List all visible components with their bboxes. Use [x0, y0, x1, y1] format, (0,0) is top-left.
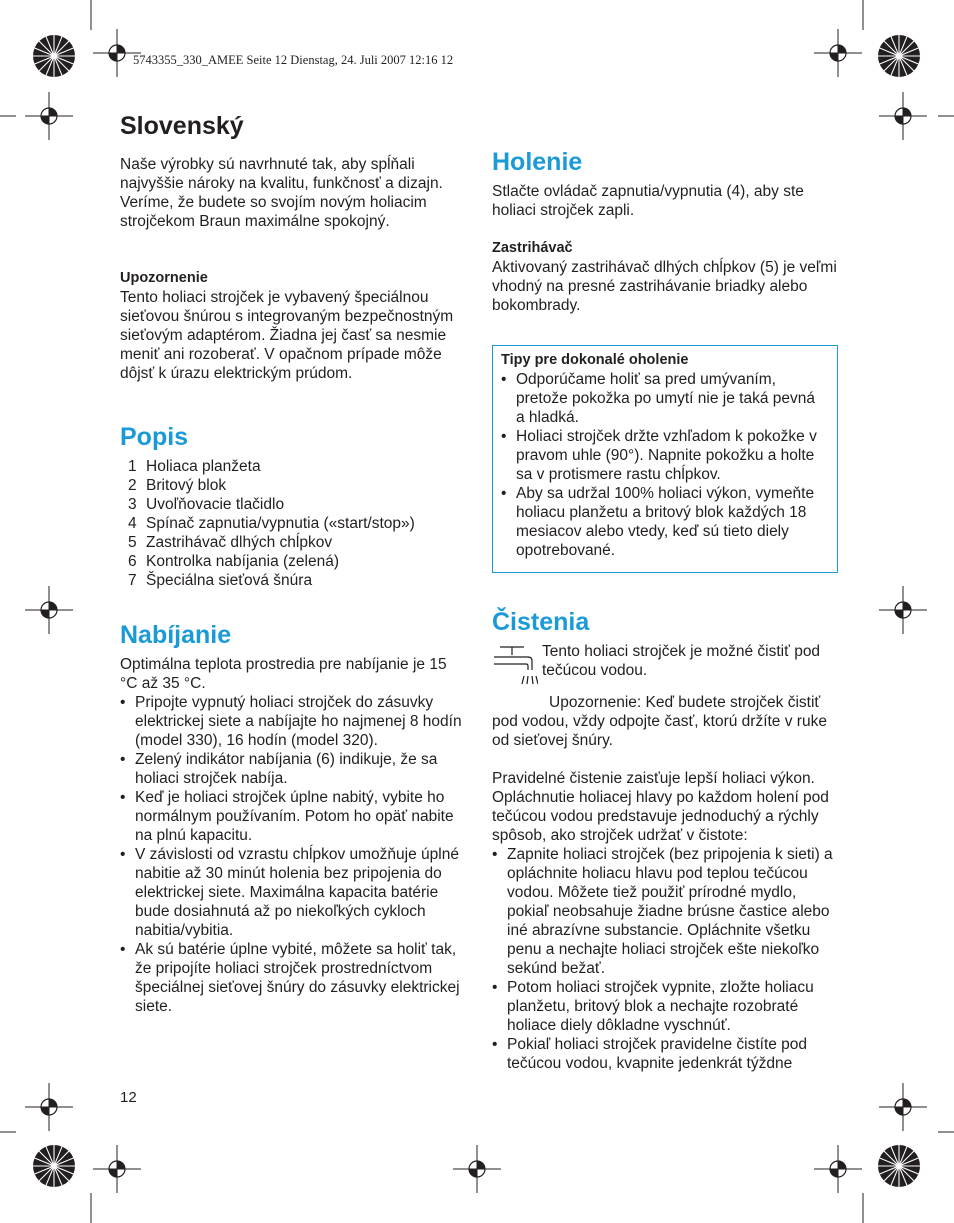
list-item: • Aby sa udržal 100% holiaci výkon, vymeňte holiacu planžetu a britový blok každých 18 mesiacov alebo vtedy, keď sú tieto diely opotrebované.: [501, 484, 827, 560]
page-number: 12: [120, 1089, 137, 1106]
description-list: [120, 457, 465, 590]
list-item: 3 Uvoľňovacie tlačidlo: [128, 496, 285, 513]
tap-paragraph: [492, 642, 838, 693]
shaving-text: Stlačte ovládač zapnutia/vypnutia (4), aby ste holiaci strojček zapli.: [492, 183, 804, 219]
list-item: • Zapnite holiaci strojček (bez pripojenia k sieti) a opláchnite holiacu hlavu pod teplou tečúcou vodou. Môžete tiež použiť prírodné mydlo, pokiaľ neobsahuje žiadne brúsne častice alebo iné abrazívne substancie. Opláchnite všetku penu a nechajte holiaci strojček ešte niekoľko sekúnd bežať.: [492, 845, 838, 978]
trimmer-text: Aktivovaný zastrihávač dlhých chĺpkov (5) je veľmi vhodný na presné zastrihávanie briadky alebo bokombrady.: [492, 259, 837, 314]
list-item: 2 Britový blok: [128, 477, 227, 494]
tips-list: [501, 370, 827, 560]
cleaning-warning: Upozornenie: Keď budete strojček čistiť pod vodou, vždy odpojte časť, ktorú držíte v ruke od sieťovej šnúry.: [492, 694, 827, 749]
list-item: • V závislosti od vzrastu chĺpkov umožňuje úplné nabitie až 30 minút holenia bez pripojenia do elektrickej siete. Maximálna kapacita batérie bude dosiahnutá až po niekoľkých cykloch nabitia/vybitia.: [120, 845, 465, 940]
section-title-nabijanie: Nabíjanie: [120, 621, 232, 649]
print-header: 5743355_330_AMEE Seite 12 Dienstag, 24. Juli 2007 12:16 12: [133, 53, 454, 67]
intro-text: Naše výrobky sú navrhnuté tak, aby spĺňali najvyššie nároky na kvalitu, funkčnosť a dizajn. Veríme, že budete so svojím novým holiacim strojčekom Braun maximálne spokojný.: [120, 156, 443, 230]
list-item: 7 Špeciálna sieťová šnúra: [128, 572, 313, 589]
tap-text: Tento holiaci strojček je možné čistiť pod tečúcou vodou.: [542, 643, 821, 679]
right-column: [492, 146, 838, 1073]
charging-list: [120, 693, 465, 1016]
tips-box: [492, 345, 838, 573]
list-item: • Holiaci strojček držte vzhľadom k pokožke v pravom uhle (90°). Napnite pokožku a holte sa v protismere rastu chĺpkov.: [501, 427, 827, 484]
list-item: • Zelený indikátor nabíjania (6) indikuje, že sa holiaci strojček nabíja.: [120, 750, 465, 788]
list-item: • Pripojte vypnutý holiaci strojček do zásuvky elektrickej siete a nabíjajte ho najmenej 8 hodín (model 330), 16 hodín (model 320).: [120, 693, 465, 750]
list-item: 1 Holiaca planžeta: [128, 458, 261, 475]
list-item: • Odporúčame holiť sa pred umývaním, pretože pokožka po umytí nie je taká pevná a hladká.: [501, 370, 827, 427]
list-item: • Keď je holiaci strojček úplne nabitý, vybite ho normálnym používaním. Potom ho opäť nabite na plnú kapacitu.: [120, 788, 465, 845]
list-item: 6 Kontrolka nabíjania (zelená): [128, 553, 340, 570]
list-item: • Pokiaľ holiaci strojček pravidelne čistíte pod tečúcou vodou, kvapnite jedenkrát týždne: [492, 1035, 838, 1073]
list-item: • Potom holiaci strojček vypnite, zložte holiacu planžetu, britový blok a nechajte rozobraté holiace diely dôkladne vyschnúť.: [492, 978, 838, 1035]
section-title-cistenia: Čistenia: [492, 608, 590, 636]
trimmer-title: Zastrihávač: [492, 240, 573, 256]
list-item: • Ak sú batérie úplne vybité, môžete sa holiť tak, že pripojíte holiaci strojček prostredníctvom špeciálnej sieťovej šnúry do zásuvky elektrickej siete.: [120, 940, 465, 1016]
section-title-holenie: Holenie: [492, 148, 583, 176]
list-item: 4 Spínač zapnutia/vypnutia («start/stop»): [128, 515, 415, 532]
charging-intro: Optimálna teplota prostredia pre nabíjanie je 15 °C až 35 °C.: [120, 656, 447, 692]
cleaning-list: [492, 845, 838, 1073]
left-column: [120, 110, 465, 1016]
water-tap-icon: [492, 642, 542, 693]
warning-text: Tento holiaci strojček je vybavený špeciálnou sieťovou šnúrou s integrovaným bezpečnostným sieťovým adaptérom. Žiadna jej časť sa nesmie meniť ani rozoberať. V opačnom prípade môže dôjsť k úrazu elektrickým prúdom.: [120, 289, 454, 382]
cleaning-text: Pravidelné čistenie zaisťuje lepší holiaci výkon. Opláchnutie holiacej hlavy po každom holení pod tečúcou vodou predstavuje jednoduchý a rýchly spôsob, ako strojček udržať v čistote:: [492, 770, 829, 844]
language-title: Slovenský: [120, 112, 244, 140]
list-item: 5 Zastrihávač dlhých chĺpkov: [128, 534, 333, 551]
tips-title: Tipy pre dokonalé oholenie: [501, 352, 689, 368]
warning-title: Upozornenie: [120, 270, 208, 286]
section-title-popis: Popis: [120, 423, 189, 451]
